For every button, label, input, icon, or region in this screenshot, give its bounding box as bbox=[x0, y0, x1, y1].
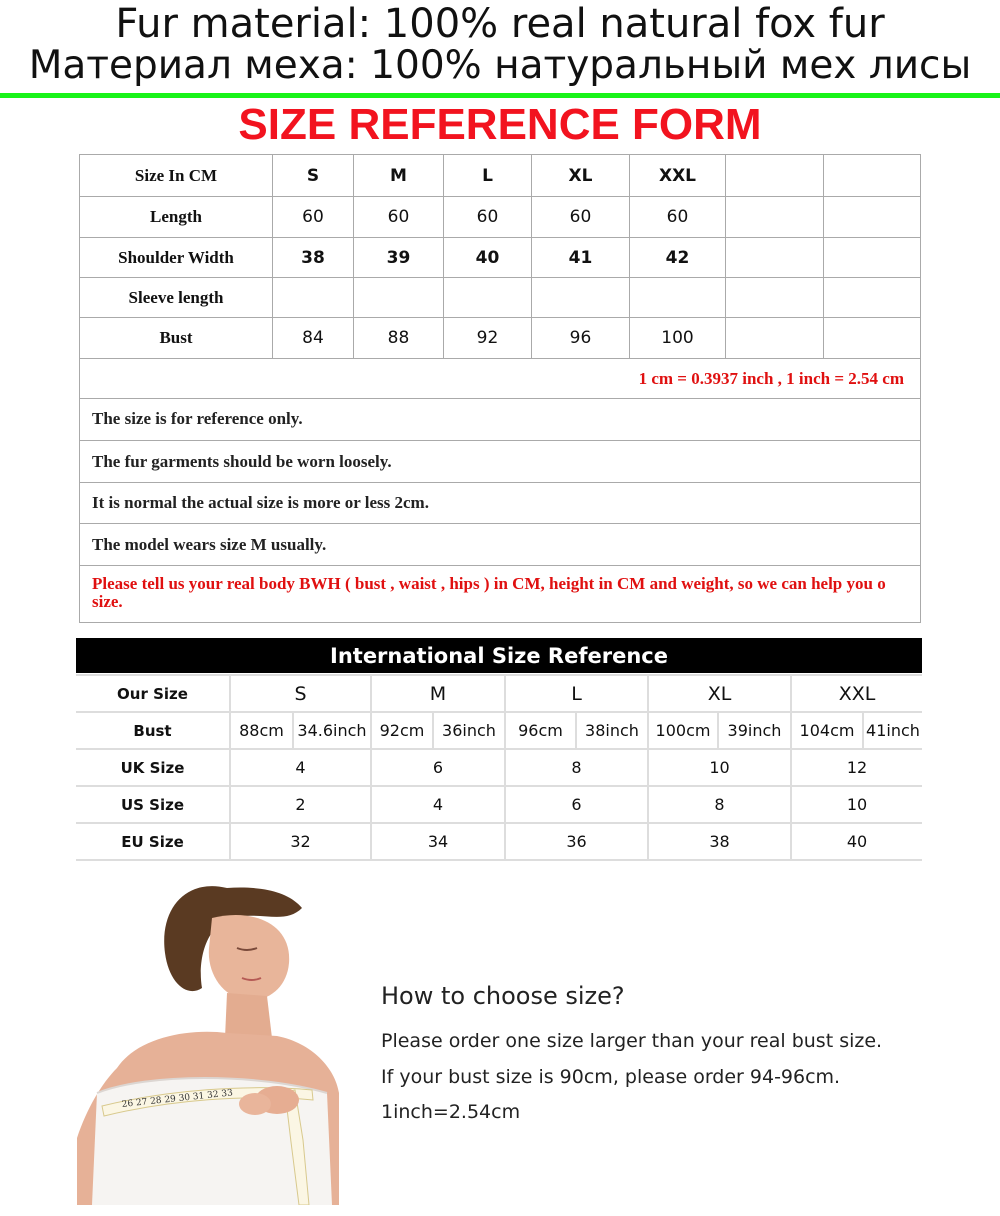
value-cell: 41 bbox=[532, 238, 630, 277]
note-text: The model wears size M usually. bbox=[92, 535, 327, 554]
value-cell: 60 bbox=[354, 197, 444, 237]
value-cell: 2 bbox=[229, 787, 370, 822]
row-label: Sleeve length bbox=[80, 278, 273, 317]
table-row bbox=[80, 197, 920, 238]
size-cell: M bbox=[370, 676, 504, 711]
intl-table-title: International Size Reference bbox=[76, 638, 922, 673]
value-cell: 60 bbox=[532, 197, 630, 237]
size-cell: XL bbox=[647, 676, 790, 711]
value-cell: 92 bbox=[444, 318, 532, 358]
row-label: UK Size bbox=[120, 758, 185, 777]
value-cell bbox=[824, 238, 920, 277]
how-to-line: 1inch=2.54cm bbox=[381, 1101, 521, 1123]
header-cell bbox=[726, 155, 824, 196]
table-row bbox=[76, 674, 922, 711]
how-to-line: Please order one size larger than your real bust size. bbox=[381, 1030, 883, 1052]
value-cell: 12 bbox=[790, 750, 922, 785]
tape-numbers: 26 27 28 29 30 31 32 33 bbox=[121, 1088, 234, 1110]
unit-conversion: 1 cm = 0.3937 inch , 1 inch = 2.54 cm bbox=[638, 369, 904, 388]
material-russian: Материал меха: 100% натуральный мех лисы bbox=[28, 43, 972, 88]
table-row bbox=[76, 748, 922, 785]
value-cell bbox=[273, 278, 354, 317]
value-cell: 42 bbox=[630, 238, 726, 277]
note-text: The fur garments should be worn loosely. bbox=[92, 452, 392, 471]
value-cell bbox=[726, 318, 824, 358]
bust-cm-cell: 104cm bbox=[790, 713, 862, 748]
size-cell: XXL bbox=[790, 676, 922, 711]
value-cell bbox=[532, 278, 630, 317]
value-cell: 60 bbox=[444, 197, 532, 237]
table-header-row bbox=[80, 155, 920, 197]
row-label: Shoulder Width bbox=[80, 238, 273, 277]
how-to-line: If your bust size is 90cm, please order 94-96cm. bbox=[381, 1066, 841, 1088]
international-size-table bbox=[76, 674, 922, 861]
value-cell bbox=[824, 318, 920, 358]
value-cell: 60 bbox=[273, 197, 354, 237]
conversion-row bbox=[80, 359, 920, 399]
value-cell: 36 bbox=[504, 824, 647, 859]
value-cell: 4 bbox=[229, 750, 370, 785]
size-cell: S bbox=[229, 676, 370, 711]
value-cell: 38 bbox=[273, 238, 354, 277]
value-cell bbox=[354, 278, 444, 317]
value-cell: 6 bbox=[504, 787, 647, 822]
value-cell: 100 bbox=[630, 318, 726, 358]
note-row bbox=[80, 524, 920, 566]
header-cell: S bbox=[273, 155, 354, 196]
table-row bbox=[76, 822, 922, 861]
value-cell: 6 bbox=[370, 750, 504, 785]
bust-inch-cell: 38inch bbox=[575, 713, 647, 748]
bust-inch-cell: 36inch bbox=[432, 713, 504, 748]
header-cell: L bbox=[444, 155, 532, 196]
bust-cm-cell: 88cm bbox=[229, 713, 292, 748]
size-cell: L bbox=[504, 676, 647, 711]
header-cell bbox=[824, 155, 920, 196]
value-cell bbox=[824, 197, 920, 237]
table-row bbox=[80, 278, 920, 318]
value-cell bbox=[726, 238, 824, 277]
note-row bbox=[80, 483, 920, 524]
table-row bbox=[76, 785, 922, 822]
row-label: US Size bbox=[120, 795, 185, 814]
value-cell bbox=[726, 197, 824, 237]
form-title: SIZE REFERENCE FORM bbox=[238, 100, 762, 149]
bust-cm-cell: 92cm bbox=[370, 713, 432, 748]
table-row bbox=[80, 318, 920, 359]
value-cell: 84 bbox=[273, 318, 354, 358]
note-text: The size is for reference only. bbox=[92, 409, 303, 428]
material-english: Fur material: 100% real natural fox fur bbox=[115, 1, 885, 47]
bust-cm-cell: 96cm bbox=[504, 713, 575, 748]
header-cell: M bbox=[354, 155, 444, 196]
table-row bbox=[80, 238, 920, 278]
request-row bbox=[80, 566, 920, 622]
value-cell: 8 bbox=[504, 750, 647, 785]
row-label: Our Size bbox=[117, 684, 188, 703]
green-divider bbox=[0, 93, 1000, 98]
value-cell: 38 bbox=[647, 824, 790, 859]
value-cell: 88 bbox=[354, 318, 444, 358]
row-label: EU Size bbox=[121, 832, 184, 851]
value-cell: 10 bbox=[647, 750, 790, 785]
header-cell: XL bbox=[532, 155, 630, 196]
value-cell bbox=[444, 278, 532, 317]
bust-cm-cell: 100cm bbox=[647, 713, 717, 748]
header-cell: XXL bbox=[630, 155, 726, 196]
value-cell: 40 bbox=[790, 824, 922, 859]
bust-measuring-photo bbox=[77, 878, 339, 1205]
value-cell: 8 bbox=[647, 787, 790, 822]
measurement-request: Please tell us your real body BWH ( bust , waist , hips ) in CM, height in CM and weight, so we can help you o size. bbox=[92, 574, 886, 611]
size-reference-table bbox=[79, 154, 921, 623]
how-to-title: How to choose size? bbox=[381, 982, 625, 1010]
header-cell: Size In CM bbox=[80, 155, 273, 196]
table-row bbox=[76, 711, 922, 748]
bust-inch-cell: 41inch bbox=[862, 713, 922, 748]
note-row bbox=[80, 441, 920, 483]
value-cell: 32 bbox=[229, 824, 370, 859]
value-cell bbox=[824, 278, 920, 317]
value-cell: 10 bbox=[790, 787, 922, 822]
value-cell: 96 bbox=[532, 318, 630, 358]
value-cell: 60 bbox=[630, 197, 726, 237]
bust-inch-cell: 34.6inch bbox=[292, 713, 370, 748]
value-cell: 40 bbox=[444, 238, 532, 277]
row-label: Bust bbox=[80, 318, 273, 358]
note-row bbox=[80, 399, 920, 441]
value-cell bbox=[726, 278, 824, 317]
value-cell: 4 bbox=[370, 787, 504, 822]
bust-inch-cell: 39inch bbox=[717, 713, 790, 748]
value-cell bbox=[630, 278, 726, 317]
note-text: It is normal the actual size is more or less 2cm. bbox=[92, 493, 429, 512]
row-label: Length bbox=[80, 197, 273, 237]
value-cell: 39 bbox=[354, 238, 444, 277]
value-cell: 34 bbox=[370, 824, 504, 859]
row-label: Bust bbox=[133, 721, 172, 740]
